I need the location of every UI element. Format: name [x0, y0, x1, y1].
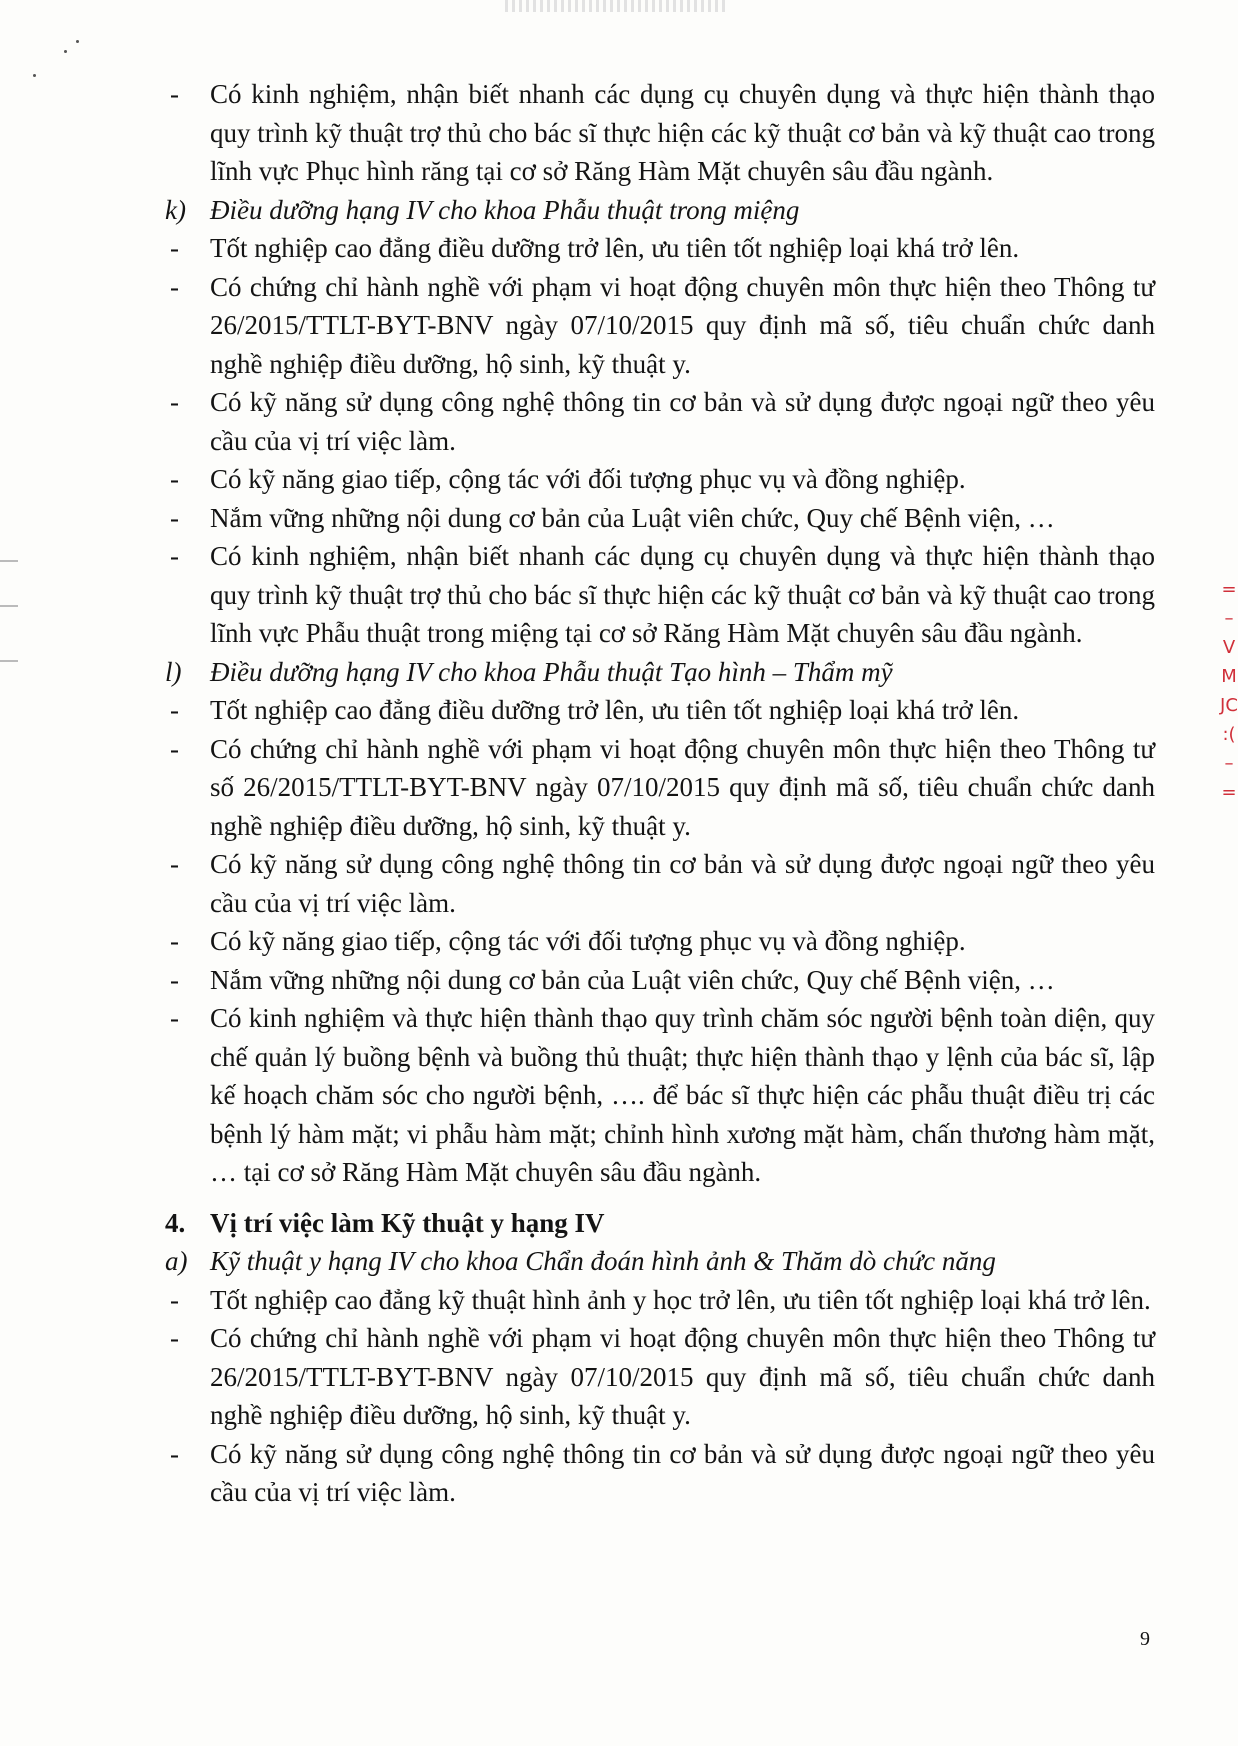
scan-artifact-left — [0, 560, 18, 562]
bullet-text: Có kinh nghiệm, nhận biết nhanh các dụng cụ chuyên dụng và thực hiện thành thạo quy trình kỹ thuật trợ thủ cho bác sĩ thực hiện các kỹ thuật cơ bản và kỹ thuật cao trong lĩnh vực Phục hình răng tại cơ sở Răng Hàm Mặt chuyên sâu đầu ngành. — [210, 79, 1155, 186]
bullet-text: Tốt nghiệp cao đẳng kỹ thuật hình ảnh y học trở lên, ưu tiên tốt nghiệp loại khá trở lên. — [210, 1284, 1151, 1315]
heading-marker: a) — [165, 1246, 188, 1276]
bullet-text: Có chứng chỉ hành nghề với phạm vi hoạt động chuyên môn thực hiện theo Thông tư 26/2015/TTLT-BYT-BNV ngày 07/10/2015 quy định mã số, tiêu chuẩn chức danh nghề nghiệp điều dưỡng, hộ sinh, kỹ thuật y. — [210, 271, 1155, 379]
bullet-text: Tốt nghiệp cao đẳng điều dưỡng trở lên, ưu tiên tốt nghiệp loại khá trở lên. — [210, 695, 1020, 725]
bullet-item — [160, 537, 1155, 653]
bullet-dash: - — [170, 1438, 179, 1469]
bullet-text: Có chứng chỉ hành nghề với phạm vi hoạt động chuyên môn thực hiện theo Thông tư 26/2015/TTLT-BYT-BNV ngày 07/10/2015 quy định mã số, tiêu chuẩn chức danh nghề nghiệp điều dưỡng, hộ sinh, kỹ thuật y. — [210, 1323, 1155, 1430]
section-heading — [160, 1204, 1155, 1243]
bullet-dash: - — [170, 271, 179, 302]
scan-artifact-left — [0, 660, 18, 662]
bullet-text: Có kinh nghiệm, nhận biết nhanh các dụng cụ chuyên dụng và thực hiện thành thạo quy trình kỹ thuật trợ thủ cho bác sĩ thực hiện các kỹ thuật cơ bản và kỹ thuật cao trong lĩnh vực Phẫu thuật trong miệng tại cơ sở Răng Hàm Mặt chuyên sâu đầu ngành. — [210, 541, 1155, 648]
bullet-item — [160, 999, 1155, 1192]
bullet-item — [160, 730, 1155, 846]
bullet-dash: - — [170, 502, 179, 533]
bullet-item — [160, 922, 1155, 961]
bullet-dash: - — [170, 695, 179, 725]
scan-artifact-left — [0, 605, 18, 607]
bullet-item — [160, 1281, 1155, 1320]
subsection-heading — [160, 191, 1155, 230]
subsection-heading — [160, 653, 1155, 692]
heading-text: Vị trí việc làm Kỹ thuật y hạng IV — [210, 1207, 605, 1238]
stamp-fragment: = — [1221, 782, 1237, 803]
subsection-heading — [160, 1242, 1155, 1281]
bullet-item — [160, 460, 1155, 499]
bullet-text: Nắm vững những nội dung cơ bản của Luật viên chức, Quy chế Bệnh viện, … — [210, 502, 1055, 533]
bullet-text: Có kỹ năng giao tiếp, cộng tác với đối tượng phục vụ và đồng nghiệp. — [210, 464, 966, 494]
scan-speck — [76, 40, 79, 43]
scan-artifact-top — [505, 0, 725, 12]
stamp-fragment: = — [1221, 579, 1237, 600]
stamp-fragment: – — [1224, 753, 1234, 774]
stamp-fragment: :( — [1222, 724, 1236, 745]
bullet-dash: - — [170, 387, 179, 417]
bullet-item — [160, 229, 1155, 268]
bullet-text: Nắm vững những nội dung cơ bản của Luật viên chức, Quy chế Bệnh viện, … — [210, 964, 1055, 995]
adjacent-page-stamp-edge — [1220, 575, 1238, 805]
bullet-dash: - — [170, 464, 179, 494]
bullet-item — [160, 1319, 1155, 1435]
bullet-text: Có kỹ năng sử dụng công nghệ thông tin cơ bản và sử dụng được ngoại ngữ theo yêu cầu của vị trí việc làm. — [210, 1438, 1155, 1507]
bullet-item — [160, 845, 1155, 922]
document-body — [160, 75, 1155, 1512]
scan-speck — [64, 50, 67, 53]
bullet-text: Có kỹ năng sử dụng công nghệ thông tin cơ bản và sử dụng được ngoại ngữ theo yêu cầu của vị trí việc làm. — [210, 387, 1155, 456]
heading-text: Điều dưỡng hạng IV cho khoa Phẫu thuật Tạo hình – Thẩm mỹ — [210, 656, 893, 687]
bullet-text: Có chứng chỉ hành nghề với phạm vi hoạt động chuyên môn thực hiện theo Thông tư số 26/2015/TTLT-BYT-BNV ngày 07/10/2015 quy định mã số, tiêu chuẩn chức danh nghề nghiệp điều dưỡng, hộ sinh, kỹ thuật y. — [210, 733, 1155, 841]
bullet-dash: - — [170, 1003, 179, 1033]
bullet-dash: - — [170, 926, 179, 956]
bullet-text: Có kỹ năng giao tiếp, cộng tác với đối tượng phục vụ và đồng nghiệp. — [210, 926, 966, 956]
heading-marker: k) — [165, 194, 186, 225]
scan-speck — [33, 74, 36, 77]
stamp-fragment: JC — [1220, 695, 1238, 716]
bullet-item — [160, 499, 1155, 538]
heading-marker: l) — [165, 656, 182, 687]
bullet-item — [160, 1435, 1155, 1512]
bullet-dash: - — [170, 79, 179, 109]
bullet-item — [160, 691, 1155, 730]
stamp-fragment: – — [1224, 608, 1234, 629]
page-number: 9 — [1140, 1628, 1150, 1650]
stamp-fragment: V — [1222, 637, 1236, 658]
bullet-item — [160, 383, 1155, 460]
bullet-dash: - — [170, 1323, 179, 1353]
bullet-dash: - — [170, 1284, 179, 1315]
bullet-text: Có kinh nghiệm và thực hiện thành thạo quy trình chăm sóc người bệnh toàn diện, quy chế quản lý buồng bệnh và buồng thủ thuật; thực hiện thành thạo y lệnh của bác sĩ, lập kế hoạch chăm sóc cho người bệnh, …. để bác sĩ thực hiện các phẫu thuật điều trị các bệnh lý hàm mặt; vi phẫu hàm mặt; chỉnh hình xương mặt hàm, chấn thương hàm mặt, … tại cơ sở Răng Hàm Mặt chuyên sâu đầu ngành. — [210, 1003, 1155, 1187]
bullet-dash: - — [170, 964, 179, 995]
bullet-dash: - — [170, 541, 179, 571]
heading-text: Kỹ thuật y hạng IV cho khoa Chẩn đoán hình ảnh & Thăm dò chức năng — [210, 1246, 996, 1276]
bullet-text: Tốt nghiệp cao đẳng điều dưỡng trở lên, ưu tiên tốt nghiệp loại khá trở lên. — [210, 233, 1020, 263]
heading-marker: 4. — [165, 1207, 186, 1238]
bullet-dash: - — [170, 849, 179, 879]
bullet-item — [160, 268, 1155, 384]
bullet-text: Có kỹ năng sử dụng công nghệ thông tin cơ bản và sử dụng được ngoại ngữ theo yêu cầu của vị trí việc làm. — [210, 849, 1155, 918]
stamp-fragment: M — [1221, 666, 1237, 687]
bullet-dash: - — [170, 733, 179, 764]
bullet-item — [160, 961, 1155, 1000]
bullet-dash: - — [170, 233, 179, 263]
bullet-item — [160, 75, 1155, 191]
heading-text: Điều dưỡng hạng IV cho khoa Phẫu thuật trong miệng — [210, 194, 800, 225]
